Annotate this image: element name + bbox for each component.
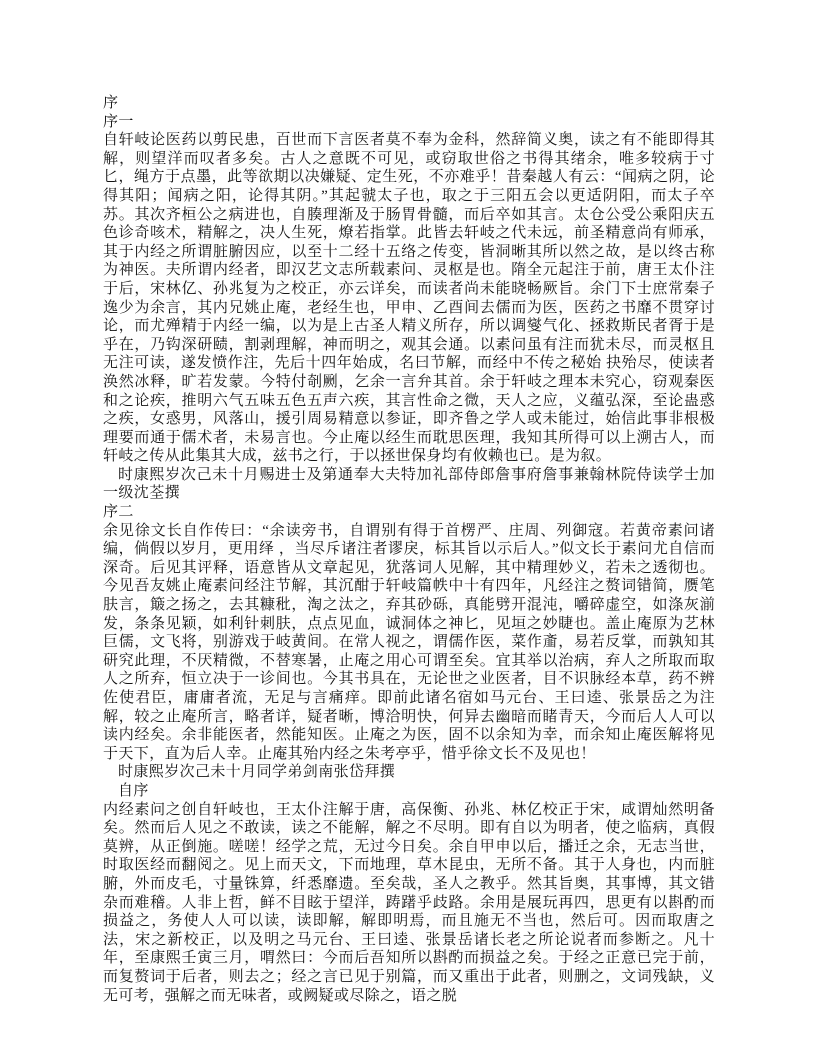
document-page [103, 94, 715, 1005]
preface-two-body: 余见徐文长自作传曰：“余读旁书，自谓别有得于首楞严、庄周、列御寇。若黄帝素问诸编，倘假以岁月，更用绎 ，当尽斥诸注者谬戾，标其旨以示后人。”似文长于素问尤自信而深奇。后见其评释，语意皆从文章起见，犹落词人见解，其中精理妙义，若未之透彻也。今见吾友姚止庵素问经注节解，其沉酣于轩岐篇帙中十有四年，凡经注之赘词错简，赝笔肤言，簸之扬之，去其糠秕，淘之汰之，弃其砂砾，真能劈开混沌，嚼碎虚空，如涤灰湔发，条条见颖，如利针刺肤，点点见血，诚洞体之神匕，见垣之妙睫也。盖止庵原为艺林巨儒，文飞将，别游戏于岐黄间。在常人视之，谓儒作医，菜作齑，易若反掌，而孰知其研究此理，不厌精微，不替寒暑，止庵之用心可谓至矣。宜其举以治病，弃人之所取而取人之所弃，恒立决于一诊间也。今其书具在，无论世之业医者，目不识脉经本草，药不辨佐使君臣，庸庸者流，无足与言痛痒。即前此诸名宿如马元台、王曰逵、张景岳之为注解，较之止庵所言，略者详，疑者晰，博洽明快，何异去幽暗而睹青天，今而后人人可以读内经矣。余非能医者，然能知医。止庵之为医，固不以余知为幸，而余知止庵医解将见于天下，直为后人幸。止庵其殆内经之朱考亭乎，惜乎徐文长不及见也！ [103, 522, 715, 762]
preface-two-heading: 序二 [103, 504, 134, 521]
self-preface-body: 内经素问之创自轩岐也，王太仆注解于唐，高保衡、孙兆、林亿校正于宋，咸谓灿然明备矣。然而后人见之不敢读，读之不能解，解之不尽明。即有自以为明者，使之临病，真假莫辨，从正倒施。嗟嗟！经学之荒，无过今日矣。余自甲申以后，播迁之余，无志当世，时取医经而翻阅之。见上而天文，下而地理，草木昆虫，无所不备。其于人身也，内而脏腑，外而皮毛，寸量铢算，纤悉靡遗。至矣哉，圣人之教乎。然其旨奥，其事博，其文错杂而难稽。人非上哲，鲜不目眩于望洋，踌躇乎歧路。余用是展玩再四，思更有以斟酌而损益之，务使人人可以读，读即解，解即明焉，而且施无不当也，然后可。因而取唐之法，宋之新校正，以及明之马元台、王曰逵、张景岳诸长老之所论说者而参断之。凡十年，至康熙壬寅三月，喟然曰：今而后吾知所以斟酌而损益之矣。于经之正意已完于前，而复赘词于后者，则去之；经之言已见于别篇，而又重出于此者，则删之，文词残缺，义无可考，强解之而无味者，或阙疑或尽除之，语之脱 [103, 801, 715, 1004]
preface-one-heading: 序一 [103, 113, 134, 130]
preface-one-signature: 时康熙岁次己未十月赐进士及第通奉大夫特加礼部侍郎詹事府詹事兼翰林院侍读学士加一级沈荃撰 [103, 466, 715, 502]
preface-one-body: 自轩岐论医药以剪民患，百世而下言医者莫不奉为金科，然辞简义奥，读之有不能即得其解，则望洋而叹者多矣。古人之意既不可见，或窃取世俗之书得其绪余，唯多较病于寸匕，绳方于点墨，此等欲期以决嫌疑、定生死，不亦难乎！昔秦越人有云：“闻病之阴，论得其阳；闻病之阳，论得其阴。”其起虢太子也，取之于三阳五会以更适阴阳，而太子卒苏。其次齐桓公之病进也，自腠理渐及于肠胃骨髓，而后卒如其言。太仓公受公乘阳庆五色诊奇咳术，精解之，决人生死，燎若指掌。此皆去轩岐之代未远，前圣精意尚有师承，其于内经之所谓脏腑因应，以至十二经十五络之传变，皆洞晰其所以然之故，是以终古称为神医。夫所谓内经者，即汉艺文志所载素问、灵枢是也。隋全元起注于前，唐王太仆注于后，宋林亿、孙兆复为之校正，亦云详矣，而读者尚未能晓畅厥旨。余门下士庶常秦子逸少为余言，其内兄姚止庵，老经生也，甲申、乙酉间去儒而为医，医药之书靡不贯穿讨论，而尤殚精于内经一编，以为是上古圣人精义所存，所以调燮气化、拯救斯民者胥于是乎在，乃钩深研赜，割剥理解，神而明之，观其会通。以素问虽有注而犹未尽，而灵枢且无注可读，遂发愤作注，先后十四年始成，名曰节解，而经中不传之秘始 抉殆尽，使读者涣然冰释，旷若发蒙。今特付剞劂，乞余一言弁其首。余于轩岐之理本未究心，窃观秦医和之论疾，推明六气五味五色五声六疾，其言性命之微，天人之应，义蕴弘深，至论蛊惑之疾，女惑男，风落山，援引周易精意以参证，即齐鲁之学人或未能过，始信此事非根极理要而通于儒术者，未易言也。今止庵以经生而耽思医理，我知其所得可以上溯古人，而轩岐之传从此集其大成，兹书之行，于以拯世保身均有攸赖也已。是为叙。 [103, 132, 715, 465]
preface-title: 序 [103, 95, 119, 111]
self-preface-heading: 自序 [118, 782, 149, 799]
preface-two-signature: 时康熙岁次己未十月同学弟剑南张岱拜撰 [118, 764, 396, 781]
